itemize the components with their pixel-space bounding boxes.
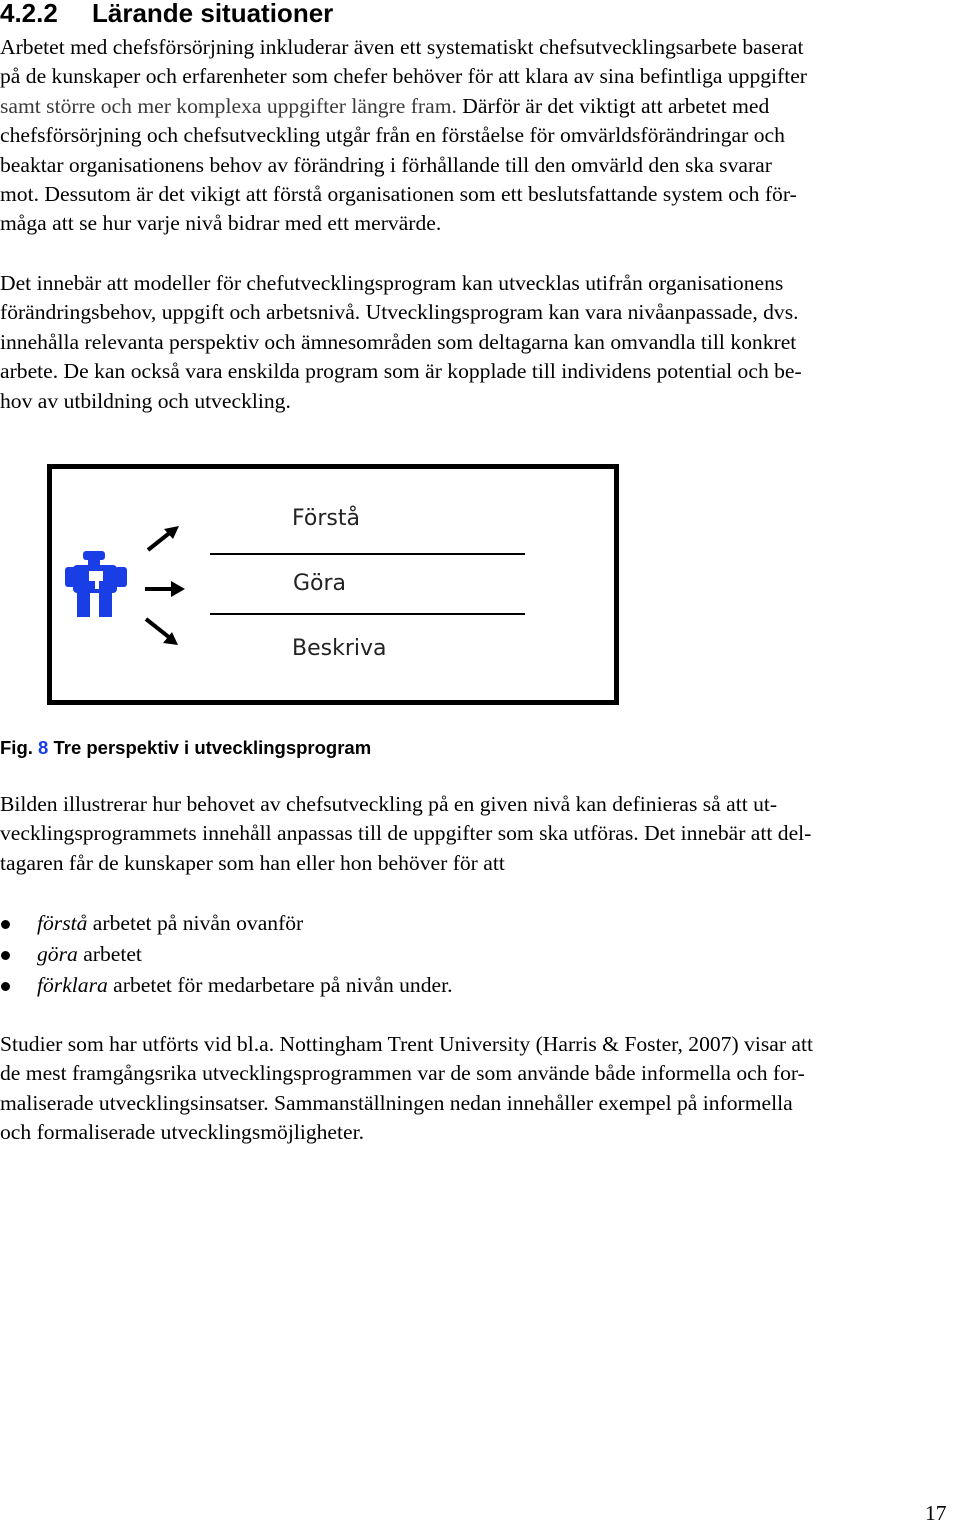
- text-line: beaktar organisationens behov av förändring i förhållande till den omvärld den ska svarar: [0, 152, 772, 177]
- section-number: 4.2.2: [0, 0, 58, 28]
- arrow-down-right-icon: [142, 616, 182, 648]
- bullet-icon: [1, 920, 10, 929]
- text-line: chefsförsörjning och chefsutveckling utgår från en förståelse för omvärldsförändringar och: [0, 123, 785, 148]
- text-line: Det innebär att modeller för chefutvecklingsprogram kan utvecklas utifrån organisationens: [0, 271, 784, 295]
- text-line: vecklingsprogrammets innehåll anpassas till de uppgifter som ska utföras. Det innebär att del-: [0, 821, 812, 846]
- paragraph-3: [0, 790, 960, 878]
- list-item-emphasis: förstå: [37, 911, 88, 935]
- text-line: innehålla relevanta perspektiv och ämnesområden som deltagarna kan omvandla till konkret: [0, 329, 797, 354]
- list-item-text: arbetet: [77, 942, 142, 966]
- list-item: [0, 970, 453, 1001]
- bullet-icon: [1, 951, 10, 960]
- text-line: Studier som har utförts vid bl.a. Nottingham Trent University (Harris & Foster, 2007) visar att: [0, 1032, 814, 1056]
- paragraph-1: [0, 33, 960, 239]
- figure-label-gora: Göra: [293, 571, 347, 596]
- text-line: [0, 92, 960, 121]
- text-line: de mest framgångsrika utvecklingsprogrammen var de som använde både informella och for-: [0, 1061, 805, 1086]
- figure-label-beskriva: Beskriva: [292, 636, 387, 661]
- text-line: måga att se hur varje nivå bidrar med ett mervärde.: [0, 211, 442, 236]
- arrow-up-right-icon: [144, 523, 184, 553]
- text-line: mot. Dessutom är det vikigt att förstå organisationen som ett beslutsfattande system och för-: [0, 182, 797, 207]
- page-number: 17: [925, 1501, 947, 1525]
- list-item-text: arbetet på nivån ovanför: [87, 911, 304, 935]
- bullet-list: [0, 908, 453, 1001]
- figure-label-forsta: Förstå: [292, 506, 360, 531]
- section-heading: [0, 0, 333, 30]
- text-line: hov av utbildning och utveckling.: [0, 388, 291, 413]
- text-line: Arbetet med chefsförsörjning inkluderar även ett systematiskt chefsutvecklingsarbete baserat: [0, 35, 804, 59]
- text-line: arbete. De kan också vara enskilda program som är kopplade till individens potential och be-: [0, 359, 802, 384]
- text-line: och formaliserade utvecklingsmöjligheter.: [0, 1120, 364, 1145]
- figure-divider: [210, 613, 525, 615]
- list-item-emphasis: göra: [37, 942, 78, 966]
- arrow-right-icon: [143, 579, 187, 599]
- text-line: Bilden illustrerar hur behovet av chefsutveckling på en given nivå kan definieras så att ut-: [0, 792, 778, 816]
- text-line: tagaren får de kunskaper som han eller hon behöver för att: [0, 850, 505, 875]
- text-segment: samt större och mer komplexa uppgifter längre fram.: [0, 93, 457, 118]
- caption-prefix: Fig.: [0, 737, 39, 758]
- person-icon: [65, 551, 129, 621]
- caption-text: Tre perspektiv i utvecklingsprogram: [48, 737, 372, 758]
- paragraph-4: [0, 1030, 960, 1148]
- text-line: på de kunskaper och erfarenheter som chefer behöver för att klara av sina befintliga uppgifter: [0, 64, 808, 89]
- section-title: Lärande situationer: [92, 0, 334, 28]
- list-item: [0, 939, 453, 970]
- list-item-emphasis: förklara: [37, 973, 108, 997]
- paragraph-2: [0, 269, 960, 416]
- list-item: [0, 908, 453, 939]
- figure-divider: [210, 553, 525, 555]
- text-line: maliserade utvecklingsinsatser. Sammanställningen nedan innehåller exempel på informella: [0, 1090, 793, 1115]
- figure-three-perspectives: [47, 464, 619, 705]
- text-line: förändringsbehov, uppgift och arbetsnivå. Utvecklingsprogram kan vara nivåanpassade, dvs.: [0, 300, 799, 325]
- list-item-text: arbetet för medarbetare på nivån under.: [107, 973, 453, 997]
- text-segment: Därför är det viktigt att arbetet med: [456, 93, 770, 118]
- caption-number: 8: [38, 737, 49, 758]
- bullet-icon: [1, 982, 10, 991]
- figure-caption: [0, 736, 371, 760]
